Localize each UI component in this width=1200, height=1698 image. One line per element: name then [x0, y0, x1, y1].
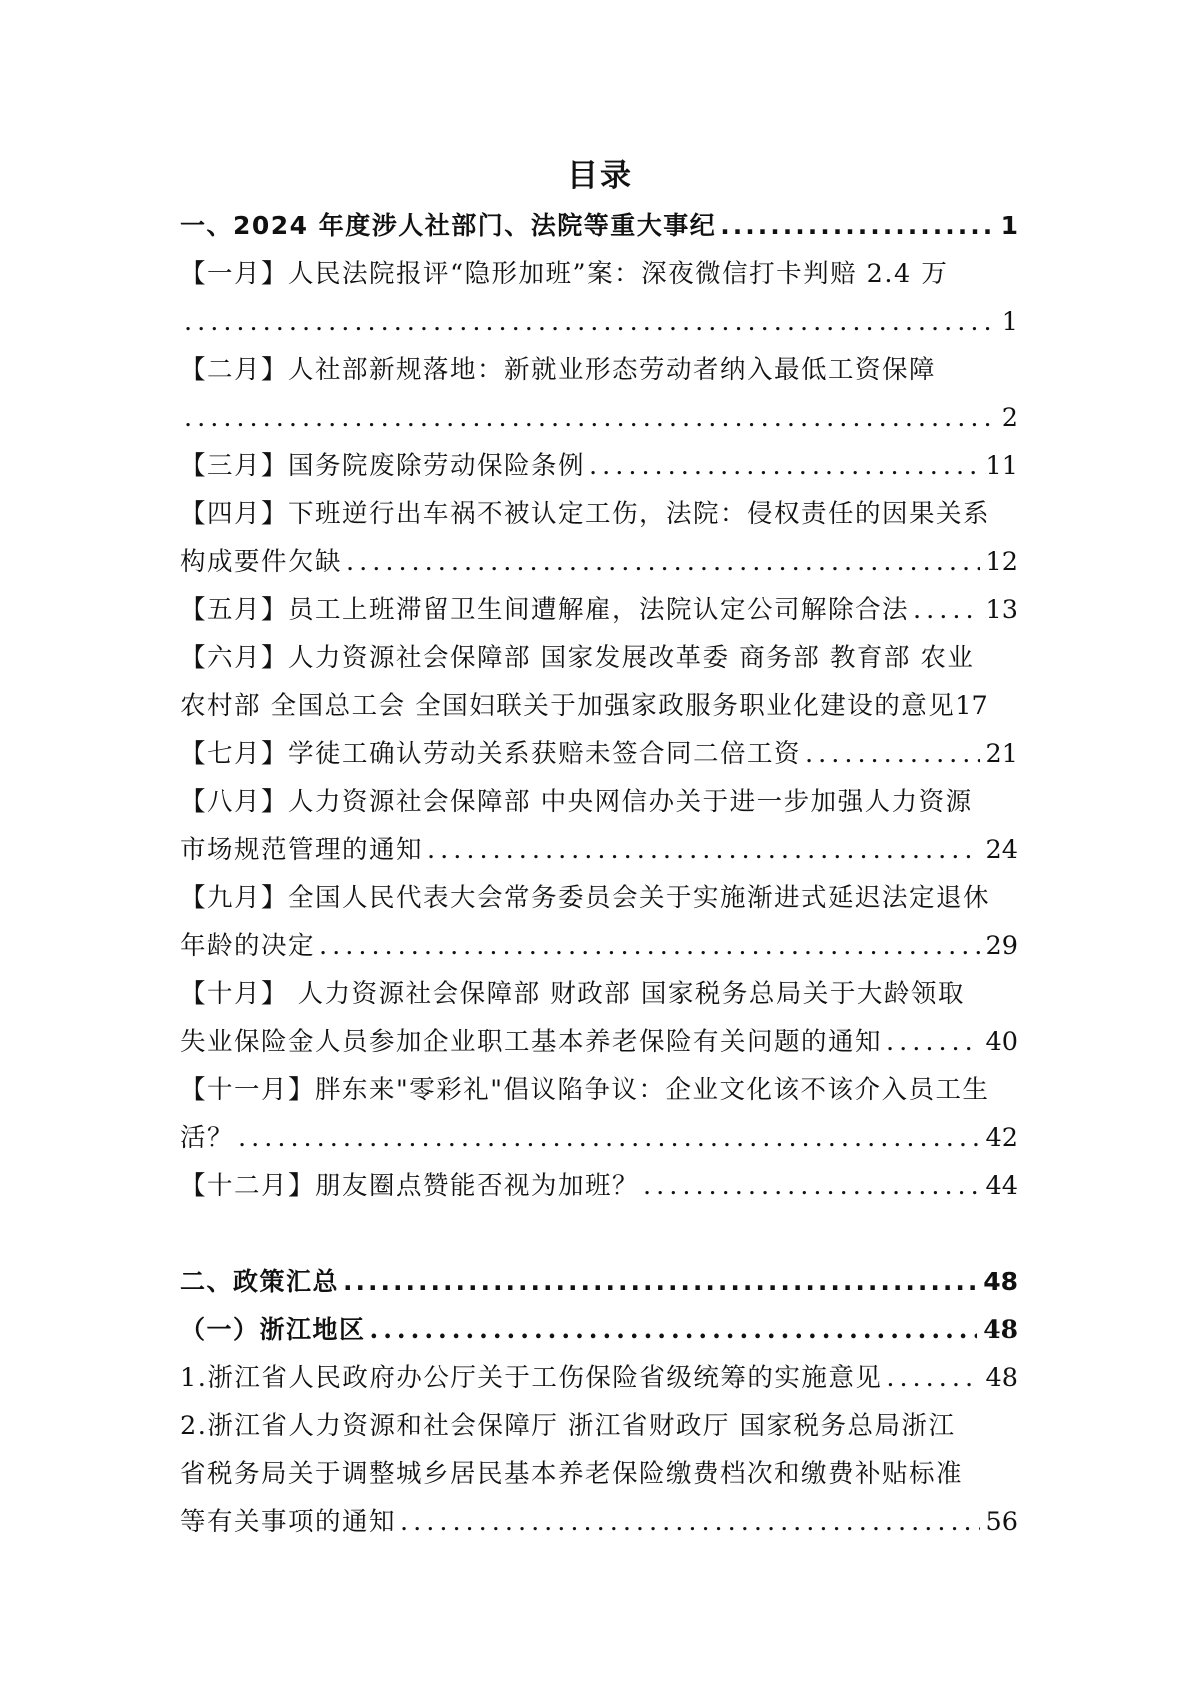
- toc-entry-text: 【四月】下班逆行出车祸不被认定工伤，法院：侵权责任的因果关系: [180, 499, 991, 529]
- toc-entry-april[interactable]: [180, 490, 1018, 586]
- toc-entry-text: 【九月】全国人民代表大会常务委员会关于实施渐进式延迟法定退休: [180, 883, 991, 913]
- toc-entry-text: 2.浙江省人力资源和社会保障厅 浙江省财政厅 国家税务总局浙江: [180, 1411, 956, 1441]
- toc-entry-text: 【三月】国务院废除劳动保险条例: [180, 451, 586, 481]
- toc-entry-december[interactable]: [180, 1162, 1018, 1210]
- dot-leader: [913, 586, 980, 634]
- toc-entry-march[interactable]: [180, 442, 1018, 490]
- toc-page-number: 12: [985, 547, 1018, 577]
- toc-entry-june[interactable]: [180, 634, 1018, 730]
- dot-leader: [319, 922, 980, 970]
- toc-page-number: 1: [1001, 307, 1018, 337]
- toc-page-number: 17: [955, 691, 988, 721]
- toc-entry-text: 一、2024 年度涉人社部门、法院等重大事纪: [180, 211, 717, 240]
- dot-leader: [370, 1306, 978, 1354]
- toc-page-number: 48: [983, 1315, 1018, 1344]
- dot-leader: [343, 1258, 977, 1306]
- toc-entry-text: 活？: [180, 1123, 235, 1153]
- dot-leader: [427, 826, 980, 874]
- dot-leader: [184, 394, 996, 442]
- dot-leader: [643, 1162, 980, 1210]
- toc-entry-text: 农村部 全国总工会 全国妇联关于加强家政服务职业化建设的意见: [180, 691, 956, 721]
- toc-entry-policy-1[interactable]: [180, 1354, 1018, 1402]
- toc-entry-text: 【一月】人民法院报评“隐形加班”案：深夜微信打卡判赔 2.4 万: [180, 259, 949, 289]
- toc-entry-policy-2[interactable]: [180, 1402, 1018, 1546]
- toc-entry-october[interactable]: [180, 970, 1018, 1066]
- toc-entry-text: 省税务局关于调整城乡居民基本养老保险缴费档次和缴费补贴标准: [180, 1459, 964, 1489]
- toc-entry-text: 【七月】学徒工确认劳动关系获赔未签合同二倍工资: [180, 739, 802, 769]
- toc-page-number: 48: [983, 1267, 1018, 1296]
- toc-entry-text: 市场规范管理的通知: [180, 835, 424, 865]
- toc-entry-text: 【六月】人力资源社会保障部 国家发展改革委 商务部 教育部 农业: [180, 643, 975, 673]
- dot-leader: [589, 442, 980, 490]
- toc-page-number: 48: [985, 1363, 1018, 1393]
- toc-entry-text: 【十月】 人力资源社会保障部 财政部 国家税务总局关于大龄领取: [180, 979, 965, 1009]
- toc-entry-text: 构成要件欠缺: [180, 547, 343, 577]
- dot-leader: [805, 730, 980, 778]
- table-of-contents: [180, 202, 1018, 1546]
- toc-entry-may[interactable]: [180, 586, 1018, 634]
- toc-entry-text: 失业保险金人员参加企业职工基本养老保险有关问题的通知: [180, 1027, 883, 1057]
- toc-entry-text: 【十二月】朋友圈点赞能否视为加班？: [180, 1171, 640, 1201]
- toc-entry-text: 等有关事项的通知: [180, 1507, 397, 1537]
- toc-entry-section-2[interactable]: [180, 1258, 1018, 1306]
- toc-entry-text: 1.浙江省人民政府办公厅关于工伤保险省级统筹的实施意见: [180, 1363, 883, 1393]
- dot-leader: [886, 1018, 980, 1066]
- dot-leader: [720, 202, 994, 250]
- toc-entry-text: 二、政策汇总: [180, 1267, 340, 1296]
- section-spacer: [180, 1210, 1018, 1258]
- toc-entry-text: （一）浙江地区: [180, 1315, 366, 1344]
- toc-entry-september[interactable]: [180, 874, 1018, 970]
- toc-entry-january[interactable]: [180, 250, 1018, 346]
- dot-leader: [184, 298, 996, 346]
- toc-entry-august[interactable]: [180, 778, 1018, 874]
- toc-page-number: 1: [1000, 211, 1018, 240]
- toc-page-number: 56: [985, 1507, 1018, 1537]
- toc-page-number: 24: [985, 835, 1018, 865]
- toc-page-number: 44: [985, 1171, 1018, 1201]
- dot-leader: [886, 1354, 979, 1402]
- toc-entry-text: 年龄的决定: [180, 931, 316, 961]
- toc-page-number: 21: [985, 739, 1018, 769]
- toc-entry-november[interactable]: [180, 1066, 1018, 1162]
- dot-leader: [400, 1498, 980, 1546]
- toc-page-number: 11: [985, 451, 1018, 481]
- dot-leader: [238, 1114, 980, 1162]
- toc-page-number: 13: [985, 595, 1018, 625]
- toc-page-number: 2: [1001, 403, 1018, 433]
- toc-page-number: 42: [985, 1123, 1018, 1153]
- toc-title: 目录: [567, 158, 633, 194]
- dot-leader: [346, 538, 980, 586]
- toc-page-number: 29: [985, 931, 1018, 961]
- toc-entry-section-1[interactable]: [180, 202, 1018, 250]
- toc-entry-july[interactable]: [180, 730, 1018, 778]
- toc-entry-text: 【八月】人力资源社会保障部 中央网信办关于进一步加强人力资源: [180, 787, 973, 817]
- toc-page-number: 40: [985, 1027, 1018, 1057]
- toc-entry-text: 【五月】员工上班滞留卫生间遭解雇，法院认定公司解除合法: [180, 595, 910, 625]
- toc-entry-text: 【二月】人社部新规落地：新就业形态劳动者纳入最低工资保障: [180, 355, 937, 385]
- toc-entry-text: 【十一月】胖东来"零彩礼"倡议陷争议：企业文化该不该介入员工生: [180, 1075, 990, 1105]
- toc-entry-february[interactable]: [180, 346, 1018, 442]
- toc-entry-zhejiang[interactable]: [180, 1306, 1018, 1354]
